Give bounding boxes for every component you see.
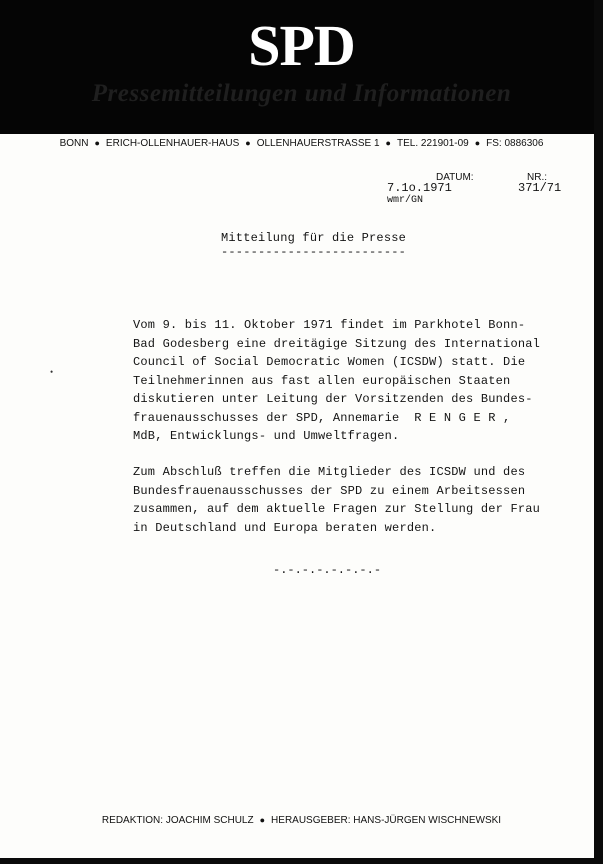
address-street: OLLENHAUERSTRASSE 1	[256, 138, 380, 149]
spd-logo: SPD	[248, 13, 355, 78]
address-city: BONN	[59, 138, 89, 149]
address-building: ERICH-OLLENHAUER-HAUS	[105, 138, 240, 149]
bullet-separator: ●	[94, 138, 100, 148]
document-heading: Mitteilung für die Presse	[221, 231, 407, 245]
masthead	[0, 0, 603, 134]
scan-edge-right	[594, 0, 603, 864]
release-date: 7.1o.1971	[387, 181, 452, 195]
address-phone: TEL. 221901-09	[396, 138, 469, 149]
closing-line: -.-.-.-.-.-.-.-	[273, 563, 382, 577]
heading-underline: -------------------------	[221, 245, 407, 259]
bullet-separator: ●	[385, 138, 391, 148]
bullet-separator: ●	[245, 138, 251, 148]
stray-mark: •	[50, 367, 54, 377]
nr-label: NR.:	[527, 172, 547, 183]
address-bar	[0, 136, 603, 151]
typist-initials: wmr/GN	[387, 195, 424, 206]
footer	[0, 815, 603, 826]
body-paragraph-1: Vom 9. bis 11. Oktober 1971 findet im Parkhotel Bonn- Bad Godesberg eine dreitägige Sitzung des International Council of Social Democratic Women (ICSDW) statt. Die Teilnehmerinnen aus fast allen europäischen Staaten diskutieren unter Leitung der Vorsitzenden des Bundes- frauenausschusses der SPD, Annemarie R E N G E R , MdB, Entwicklungs- und Umweltfragen.	[133, 318, 541, 443]
bullet-separator: ●	[259, 815, 266, 825]
datum-label: DATUM:	[436, 172, 474, 183]
address-telex: FS: 0886306	[486, 138, 544, 149]
body-paragraph-2: Zum Abschluß treffen die Mitglieder des ICSDW und des Bundesfrauenausschusses der SPD zu einem Arbeitsessen zusammen, auf dem aktuelle Fragen zur Stellung der Frau in Deutschland und Europa beraten werden.	[133, 465, 541, 535]
release-number: 371/71	[518, 181, 562, 195]
masthead-tagline: Pressemitteilungen und Informationen	[91, 80, 512, 107]
footer-editor: REDAKTION: JOACHIM SCHULZ	[101, 815, 254, 826]
scan-edge-bottom	[0, 858, 603, 864]
bullet-separator: ●	[474, 138, 481, 148]
footer-publisher: HERAUSGEBER: HANS-JÜRGEN WISCHNEWSKI	[271, 815, 502, 826]
